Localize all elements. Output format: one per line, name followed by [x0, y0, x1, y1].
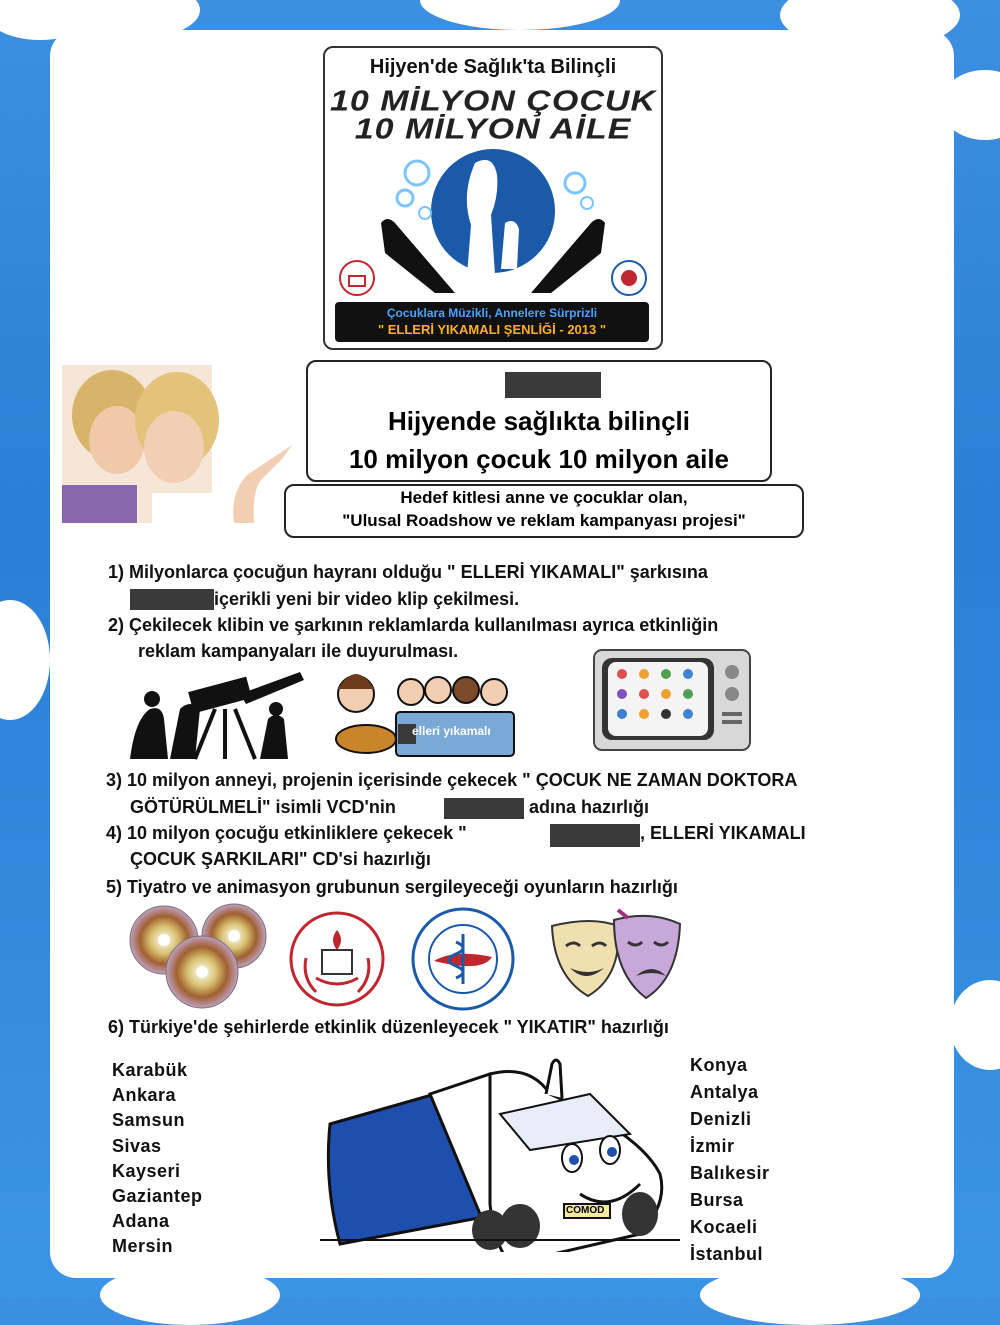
item-4-line-1-post: , ELLERİ YIKAMALI — [640, 823, 806, 843]
cartoon-kids-singer-icon — [326, 664, 516, 764]
city-name: Adana — [112, 1211, 170, 1232]
item-3-line-1: 3) 10 milyon anneyi, projenin içerisinde çekecek " ÇOCUK NE ZAMAN DOKTORA — [106, 770, 798, 790]
health-ministry-logo-icon — [404, 906, 522, 1012]
film-crew-icon — [120, 664, 320, 764]
item-5: 5) Tiyatro ve animasyon grubunun sergileyeceği oyunların hazırlığı — [106, 877, 678, 897]
logo-banner-line-2: " ELLERİ YIKAMALI ŞENLİĞİ - 2013 " — [377, 322, 607, 337]
health-ministry-emblem-icon — [609, 258, 649, 298]
retro-tv-icon — [592, 648, 752, 758]
cd-discs-icon — [124, 902, 274, 1010]
item-2-line-1: 2) Çekilecek klibin ve şarkının reklamlarda kullanılması ayrıca etkinliğin — [108, 615, 719, 635]
city-name: Bursa — [690, 1190, 744, 1210]
cartoon-truck-icon — [310, 1054, 682, 1252]
redacted-block — [550, 824, 640, 847]
city-name: İstanbul — [690, 1244, 764, 1264]
logo-top-line: Hijyen'de Sağlık'ta Bilinçli — [369, 56, 617, 78]
logo-big-line-2: 10 MİLYON AİLE — [354, 112, 632, 146]
item-2-line-2: reklam kampanyaları ile duyurulması. — [138, 641, 459, 661]
item-3-line-2-post: adına hazırlığı — [529, 797, 650, 817]
city-name: Konya — [690, 1055, 748, 1075]
subtitle-line-1: Hedef kitlesi anne ve çocuklar olan, — [400, 488, 688, 507]
city-name: İzmir — [690, 1136, 735, 1156]
item-1-line-2: içerikli yeni bir video klip çekilmesi. — [214, 589, 520, 609]
city-name: Gaziantep — [112, 1186, 203, 1206]
item-4-line-2: ÇOCUK ŞARKILARI" CD'si hazırlığı — [130, 849, 431, 869]
subtitle-line-2: "Ulusal Roadshow ve reklam kampanyası projesi" — [342, 511, 746, 530]
title-line-2: 10 milyon çocuk 10 milyon aile — [348, 444, 730, 474]
redacted-block — [505, 372, 601, 398]
redacted-block — [130, 589, 214, 610]
campaign-logo — [323, 46, 663, 350]
logo-banner-line-1: Çocuklara Müzikli, Annelere Sürprizli — [386, 306, 598, 320]
logo-banner — [335, 302, 649, 342]
cloud — [0, 600, 50, 720]
city-name: Samsun — [112, 1110, 186, 1131]
education-ministry-logo-icon — [286, 908, 388, 1010]
city-name: Sivas — [112, 1135, 162, 1156]
subtitle-box — [284, 484, 804, 538]
title-box — [306, 360, 772, 482]
city-name: Karabük — [112, 1060, 188, 1080]
cloud — [950, 980, 1000, 1070]
item-1-line-1: 1) Milyonlarca çocuğun hayranı olduğu " ELLERİ YIKAMALI" şarkısına — [108, 562, 708, 582]
item-3-line-2-pre: GÖTÜRÜLMELİ" isimli VCD'nin — [130, 797, 396, 817]
cloud — [420, 0, 620, 30]
item-4-line-1-pre: 4) 10 milyon çocuğu etkinliklere çekecek " — [106, 823, 467, 843]
city-name: Antalya — [690, 1082, 759, 1102]
city-name: Ankara — [112, 1085, 177, 1106]
title-line-1: Hijyende sağlıkta bilinçli — [388, 406, 690, 436]
city-name: Kayseri — [112, 1160, 181, 1181]
meb-emblem-icon — [337, 258, 377, 298]
city-name: Kocaeli — [690, 1217, 758, 1237]
theater-masks-icon — [544, 906, 688, 1004]
truck-plate: COMOD — [566, 1205, 605, 1216]
banner-text: elleri yıkamalı — [412, 724, 491, 738]
logo-big-line-1: 10 MİLYON ÇOCUK — [329, 84, 657, 118]
city-name: Balıkesir — [690, 1163, 770, 1183]
city-name: Denizli — [690, 1109, 752, 1129]
redacted-block — [444, 798, 524, 819]
mother-daughter-photo — [62, 365, 292, 523]
item-6: 6) Türkiye'de şehirlerde etkinlik düzenleyecek " YIKATIR" hazırlığı — [108, 1017, 669, 1037]
city-name: Mersin — [112, 1236, 174, 1257]
